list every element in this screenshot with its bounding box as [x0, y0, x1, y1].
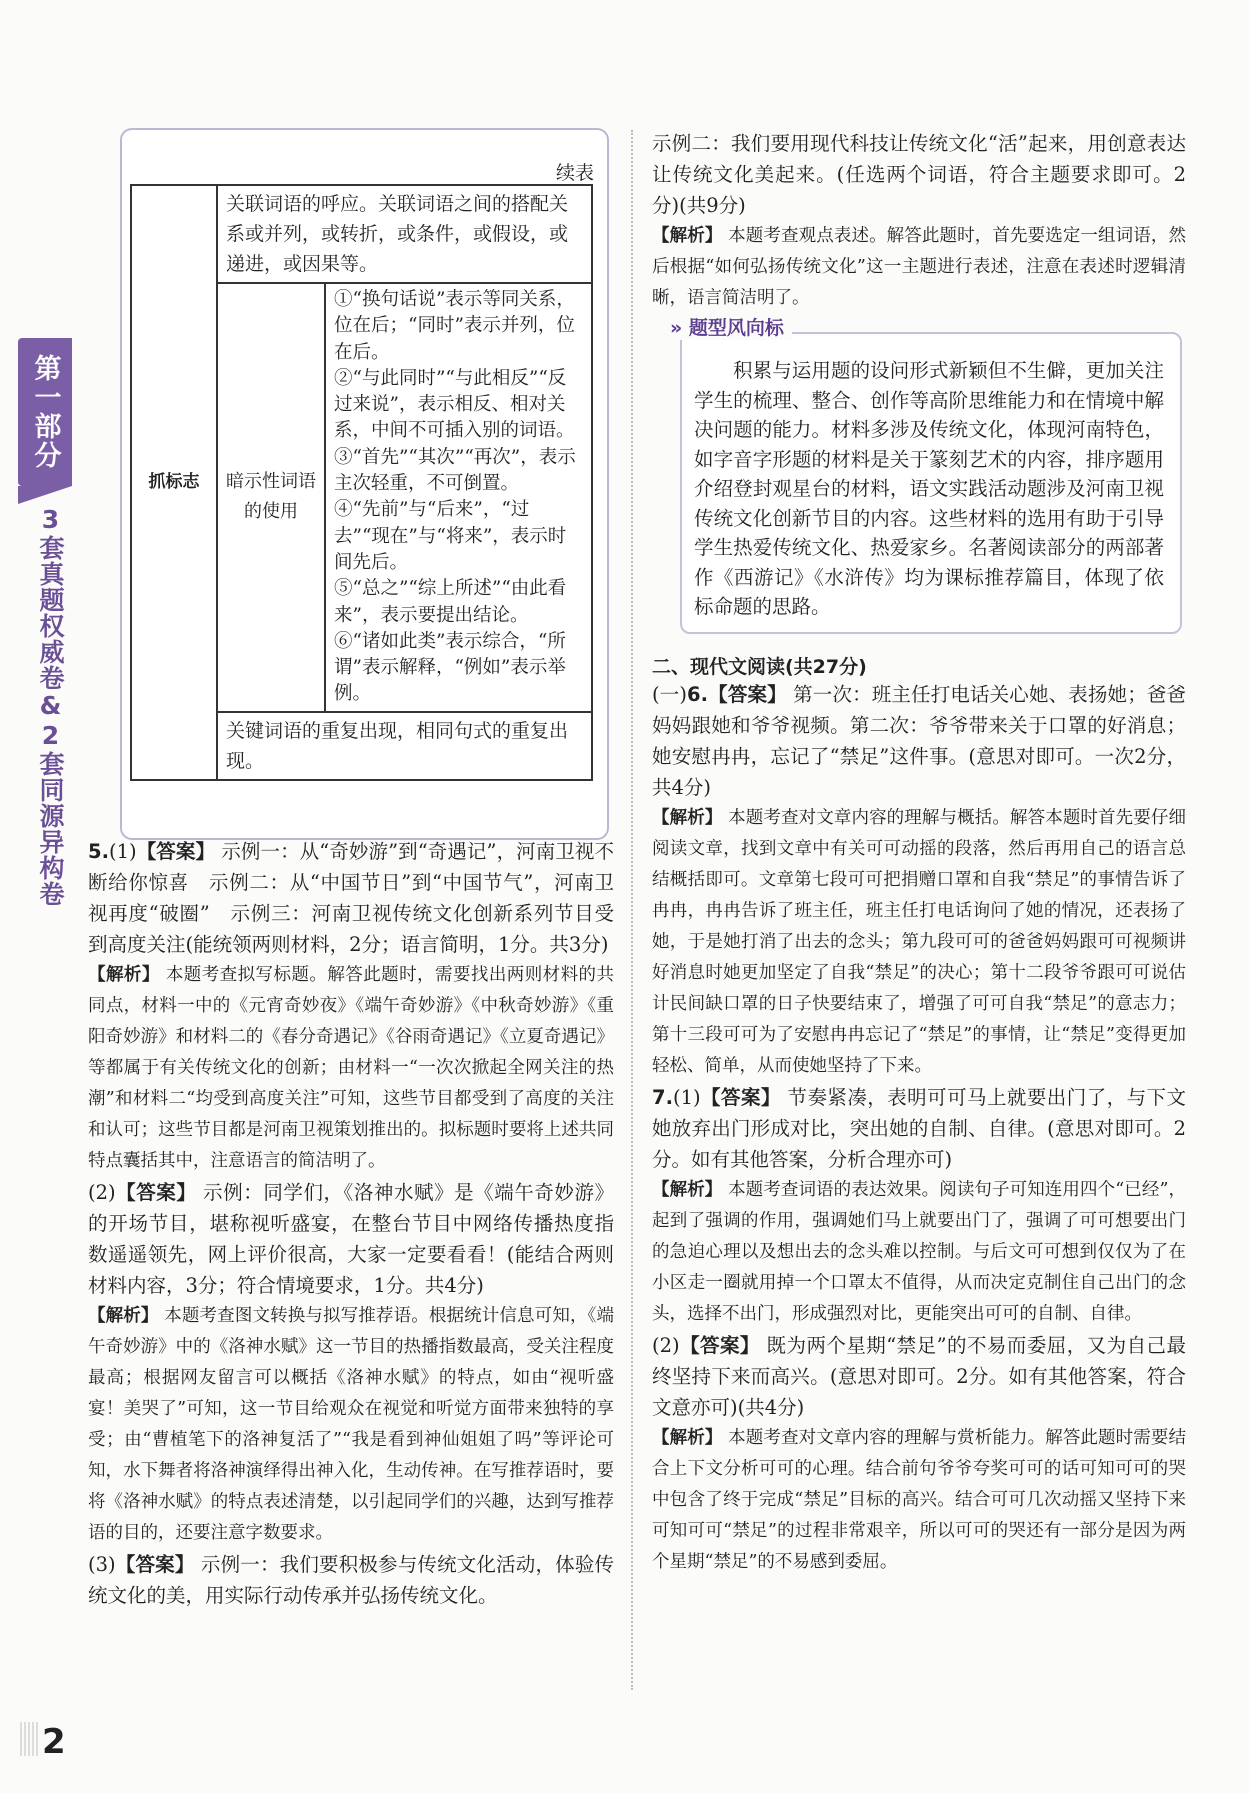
answer-text: 第一次：班主任打电话关心她、表扬她；爸爸妈妈跟她和爷爷视频。第二次：爷爷带来关于口罩的好消息；她安慰冉冉，忘记了“禁足”这件事。(意思对即可。一次2分，共4分)	[652, 683, 1186, 799]
list-item: ④“先前”与“后来”，“过去”“现在”与“将来”，表示时间先后。	[334, 499, 567, 573]
table-row-items	[325, 283, 592, 712]
answer-tag: 【答案】	[136, 840, 216, 863]
answer-tag: 【答案】	[115, 1553, 195, 1576]
answer-tag: 【答案】	[679, 1334, 760, 1357]
answer-tag: 【答案】	[700, 1086, 781, 1109]
list-item: ②“与此同时”“与此相反”“反过来说”，表示相反、相对关系，中间不可插入别的词语。	[334, 367, 575, 442]
part-label: 第一部分	[18, 338, 72, 486]
list-item: ①“换句话说”表示等同关系，位在后；“同时”表示并列，位在后。	[334, 289, 575, 363]
analysis-text: 本题考查对文章内容的理解与概括。解答本题时首先要仔细阅读文章，找到文章中有关可可动摇的段落，然后再用自己的语言总结概括即可。文章第七段可可把捐赠口罩和自我“禁足”的事情告诉了冉冉，冉冉告诉了班主任，班主任打电话询问了她的情况，还表扬了她，于是她打消了出去的念头；第九段可可的爸爸妈妈跟可可视频讲好消息时她更加坚定了自我“禁足”的决心；第十二段爷爷跟可可说估计民间缺口罩的日子快要结束了，增强了可可自我“禁足”的意志力；第十三段可可为了安慰冉冉忘记了“禁足”的事情，让“禁足”变得更加轻松、简单，从而使她坚持了下来。	[652, 808, 1187, 1076]
analysis-tag: 【解析】	[88, 965, 160, 985]
series-label: 3套真题权威卷&2套同源异构卷	[36, 505, 65, 907]
answer-tag: 【答案】	[708, 683, 787, 706]
analysis-text: 本题考查对文章内容的理解与赏析能力。解答此题时需要结合上下文分析可可的心理。结合前句爷爷夸奖可可的话可知可可的哭中包含了终于完成“禁足”目标的高兴。结合可可几次动摇又坚持下来可知可可“禁足”的过程非常艰辛，所以可可的哭还有一部分是因为两个星期“禁足”的不易感到委屈。	[652, 1428, 1187, 1572]
question-number: 7.	[652, 1086, 673, 1109]
answer-tag: 【答案】	[115, 1181, 197, 1204]
list-item: ⑤“总之”“综上所述”“由此看来”，表示要提出结论。	[334, 578, 567, 626]
analysis-tag: 【解析】	[652, 1180, 723, 1200]
sub-header: 暗示性词语的使用	[217, 283, 325, 712]
analysis-text: 本题考查图文转换与拟写推荐语。根据统计信息可知，《端午奇妙游》中的《洛神水赋》这一节目的热播指数最高，受关注程度最高；根据网友留言可以概括《洛神水赋》的特点，如由“视听盛宴！美哭了”可知，这一节目给观众在视觉和听觉方面带来独特的享受；由“曹植笔下的洛神复活了”“我是看到神仙姐姐了吗”等评论可知，水下舞者将洛神演绎得出神入化，生动传神。在写推荐语时，要将《洛神水赋》的特点表述清楚，以引起同学们的兴趣，达到写推荐语的目的，还要注意字数要求。	[88, 1306, 614, 1543]
sub-question-number: (2)	[652, 1334, 680, 1357]
part-label-arrow	[18, 486, 72, 504]
analysis-tag: 【解析】	[652, 1428, 723, 1448]
double-chevron-icon: »	[670, 317, 683, 339]
q5-part2-analysis	[88, 1301, 614, 1549]
list-item: ③“首先”“其次”“再次”，表示主次轻重，不可倒置。	[334, 446, 576, 495]
q7-part2-answer	[652, 1330, 1186, 1423]
column-divider	[631, 130, 633, 1690]
right-column-top	[652, 128, 1186, 314]
answer-text: 节奏紧凑，表明可可马上就要出门了，与下文她放弃出门形成对比，突出她的自制、自律。(意思对即可。2分。如有其他答案，分析合理亦可)	[652, 1086, 1186, 1171]
trend-title	[670, 313, 792, 340]
trend-title-text: 题型风向标	[688, 317, 784, 339]
answer-text: 示例一：我们要积极参与传统文化活动，体验传统文化的美，用实际行动传承并弘扬传统文化。	[88, 1553, 614, 1607]
q6-analysis	[652, 803, 1186, 1082]
analysis-text: 本题考查词语的表达效果。阅读句子可知连用四个“已经”，起到了强调的作用，强调她们马上就要出门了，强调了可可想要出门的急迫心理以及想出去的念头难以控制。与后文可可想到仅仅为了在小区走一圈就用掉一个口罩太不值得，从而决定克制住自己出门的念头，选择不出门，形成强烈对比，更能突出可可的自制、自律。	[652, 1180, 1186, 1324]
q5-part3-analysis	[652, 221, 1186, 314]
question-number: 5.	[88, 840, 109, 863]
sub-question-number: (1)	[108, 840, 137, 863]
analysis-tag: 【解析】	[652, 808, 723, 828]
table-row: 关联词语的呼应。关联词语之间的搭配关系或并列，或转折，或条件，或假设，或递进，或因果等。	[217, 185, 592, 283]
q5-part1-answer	[88, 836, 614, 960]
method-table	[130, 184, 593, 781]
q5-part3-answer	[88, 1549, 614, 1611]
table-row: 关键词语的重复出现，相同句式的重复出现。	[217, 712, 592, 780]
section-heading: 二、现代文阅读(共27分)	[652, 656, 867, 678]
page-number-decoration	[20, 1722, 38, 1756]
question-number: 6.	[687, 683, 709, 706]
sub-question-number: (2)	[88, 1181, 116, 1204]
analysis-tag: 【解析】	[88, 1306, 159, 1326]
analysis-text: 本题考查观点表述。解答此题时，首先要选定一组词语，然后根据“如何弘扬传统文化”这一主题进行表述，注意在表述时逻辑清晰，语言简洁明了。	[652, 226, 1187, 308]
q5-part1-analysis	[88, 960, 614, 1177]
analysis-text: 本题考查拟写标题。解答此题时，需要找出两则材料的共同点，材料一中的《元宵奇妙夜》《端午奇妙游》《中秋奇妙游》《重阳奇妙游》和材料二的《春分奇遇记》《谷雨奇遇记》《立夏奇遇记》等都属于有关传统文化的创新；由材料一“一次次掀起全网关注的热潮”和材料二“均受到高度关注”可知，这些节目都受到了高度的关注和认可；这些节目都是河南卫视策划推出的。拟标题时要将上述共同特点囊括其中，注意语言的简洁明了。	[88, 965, 615, 1171]
q7-part1-answer	[652, 1082, 1186, 1175]
list-item: ⑥“诸如此类”表示综合，“所谓”表示解释，“例如”表示举例。	[334, 630, 566, 705]
answer-text: 示例一：从“奇妙游”到“奇遇记”，河南卫视不断给你惊喜 示例二：从“中国节日”到“中国节气”，河南卫视再度“破圈” 示例三：河南卫视传统文化创新系列节目受到高度关注(能统领两则材料，2分；语言简明，1分。共3分)	[88, 840, 614, 956]
sub-section-label: (一)	[652, 683, 688, 706]
page-number: 2	[42, 1722, 66, 1762]
q7-part2-analysis	[652, 1423, 1186, 1578]
row-header: 抓标志	[131, 185, 217, 780]
analysis-tag: 【解析】	[652, 226, 723, 246]
table-continued-label: 续表	[556, 162, 595, 184]
left-column	[88, 836, 614, 1611]
right-column-bottom	[652, 652, 1186, 1578]
trend-text: 积累与运用题的设问形式新颖但不生僻，更加关注学生的梳理、整合、创作等高阶思维能力和在情境中解决问题的能力。材料多涉及传统文化，体现河南特色，如字音字形题的材料是关于篆刻艺术的内容，排序题用介绍登封观星台的材料，语文实践活动题涉及河南卫视传统文化创新节目的内容。这些材料的选用有助于引导学生热爱传统文化、热爱家乡。名著阅读部分的两部著作《西游记》《水浒传》均为课标推荐篇目，体现了依标命题的思路。	[694, 359, 1164, 618]
sub-question-number: (1)	[672, 1086, 701, 1109]
answer-text: 示例：同学们，《洛神水赋》是《端午奇妙游》的开场节目，堪称视听盛宴，在整台节目中网络传播热度指数遥遥领先，网上评价很高，大家一定要看看！(能结合两则材料内容，3分；符合情境要求，1分。共4分)	[88, 1181, 614, 1297]
q5-part2-answer	[88, 1177, 614, 1301]
answer-text: 既为两个星期“禁足”的不易而委屈，又为自己最终坚持下来而高兴。(意思对即可。2分。如有其他答案，符合文意亦可)(共4分)	[652, 1334, 1186, 1419]
sub-question-number: (3)	[88, 1553, 116, 1576]
q6-answer	[652, 679, 1186, 803]
q5-part3-answer-cont: 示例二：我们要用现代科技让传统文化“活”起来，用创意表达让传统文化美起来。(任选两个词语，符合主题要求即可。2分)(共9分)	[652, 132, 1186, 217]
q7-part1-analysis	[652, 1175, 1186, 1330]
